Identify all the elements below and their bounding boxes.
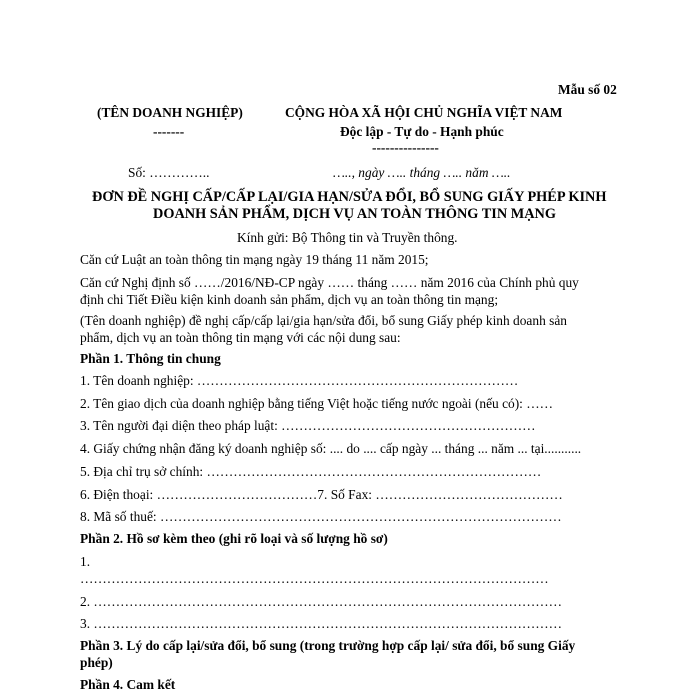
document-date: ….., ngày ….. tháng ….. năm ….. <box>333 165 511 180</box>
legal-basis-2-line-2: định chi Tiết Điều kiện kinh doanh sản phẩm, dịch vụ an toàn thông tin mạng; <box>80 292 499 307</box>
part1-heading: Phần 1. Thông tin chung <box>80 351 221 366</box>
field-business-registration: 4. Giấy chứng nhận đăng ký doanh nghiệp số: .... do .... cấp ngày ... tháng ... năm ... tại........... <box>80 441 582 456</box>
part4-heading: Phần 4. Cam kết <box>80 677 176 692</box>
field-tax-code: 8. Mã số thuế: ……………………………………………………………………………… <box>80 509 562 524</box>
attachment-item-2: 2. …………………………………………………………………………………………… <box>80 594 563 609</box>
field-trade-name: 2. Tên giao dịch của doanh nghiệp bằng tiếng Việt hoặc tiếng nước ngoài (nếu có): …… <box>80 396 554 411</box>
motto-divider: --------------- <box>372 140 439 155</box>
national-motto: Độc lập - Tự do - Hạnh phúc <box>340 124 504 139</box>
document-number: Số: ………….. <box>128 165 210 180</box>
request-line-1: (Tên doanh nghiệp) đề nghị cấp/cấp lại/gia hạn/sửa đổi, bổ sung Giấy phép kinh doanh sản <box>80 313 567 328</box>
attachment-item-1-number: 1. <box>80 554 91 569</box>
field-legal-representative: 3. Tên người đại diện theo pháp luật: ………………………………………………… <box>80 418 536 433</box>
national-title: CỘNG HÒA XÃ HỘI CHỦ NGHĨA VIỆT NAM <box>285 105 563 120</box>
company-name-placeholder: (TÊN DOANH NGHIỆP) <box>97 105 243 120</box>
part2-heading: Phần 2. Hồ sơ kèm theo (ghi rõ loại và số lượng hồ sơ) <box>80 531 388 546</box>
field-company-name: 1. Tên doanh nghiệp: ……………………………………………………………… <box>80 373 519 388</box>
part3-heading-line-1: Phần 3. Lý do cấp lại/sửa đổi, bổ sung (trong trường hợp cấp lại/ sửa đổi, bổ sung Giấy <box>80 638 576 653</box>
recipient-line: Kính gửi: Bộ Thông tin và Truyền thông. <box>237 230 458 245</box>
field-head-office-address: 5. Địa chỉ trụ sở chính: ………………………………………………………………… <box>80 464 542 479</box>
form-number: Mẫu số 02 <box>558 82 617 97</box>
attachment-item-1-dots: …………………………………………………………………………………………… <box>80 571 549 586</box>
request-line-2: phẩm, dịch vụ an toàn thông tin mạng với các nội dung sau: <box>80 330 401 345</box>
field-phone-fax: 6. Điện thoại: ………………………………7. Số Fax: …………………………………… <box>80 487 563 502</box>
part3-heading-line-2: phép) <box>80 655 113 670</box>
company-divider: ------- <box>153 124 185 139</box>
document-title-line-2: DOANH SẢN PHẨM, DỊCH VỤ AN TOÀN THÔNG TIN MẠNG <box>153 206 556 222</box>
document-title-line-1: ĐƠN ĐỀ NGHỊ CẤP/CẤP LẠI/GIA HẠN/SỬA ĐỔI, BỔ SUNG GIẤY PHÉP KINH <box>92 189 607 205</box>
attachment-item-3: 3. …………………………………………………………………………………………… <box>80 616 563 631</box>
legal-basis-1: Căn cứ Luật an toàn thông tin mạng ngày 19 tháng 11 năm 2015; <box>80 252 429 267</box>
legal-basis-2-line-1: Căn cứ Nghị định số ……/2016/NĐ-CP ngày …… tháng …… năm 2016 của Chính phủ quy <box>80 275 579 290</box>
